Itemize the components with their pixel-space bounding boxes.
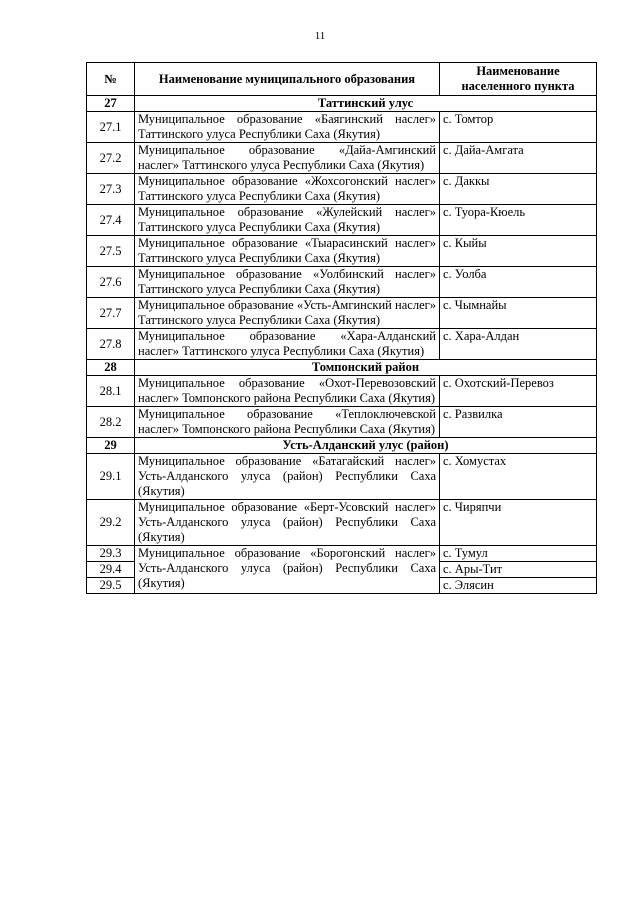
group-title: Усть-Алданский улус (район) [135, 438, 597, 454]
row-settlement: с. Уолба [440, 267, 597, 298]
row-municipality: Муниципальное образование «Жулейский наслег» Таттинского улуса Республики Саха (Якутия) [135, 205, 440, 236]
table-header-row [87, 63, 597, 96]
table-row [87, 112, 597, 143]
group-row [87, 438, 597, 454]
table-row [87, 407, 597, 438]
table-row [87, 454, 597, 500]
table-row [87, 546, 597, 562]
header-num: № [87, 63, 135, 96]
table-row [87, 500, 597, 546]
row-num: 27.4 [87, 205, 135, 236]
row-municipality: Муниципальное образование «Усть-Амгинский наслег» Таттинского улуса Республики Саха (Якутия) [135, 298, 440, 329]
row-num: 29.5 [87, 578, 135, 594]
row-municipality: Муниципальное образование «Охот-Перевозовский наслег» Томпонского района Республики Саха (Якутия) [135, 376, 440, 407]
row-municipality: Муниципальное образование «Борогонский наслег» Усть-Алданского улуса (район) Республики Саха (Якутия) [135, 546, 440, 594]
row-settlement: с. Чиряпчи [440, 500, 597, 546]
row-settlement: с. Даккы [440, 174, 597, 205]
row-num: 29.1 [87, 454, 135, 500]
group-title: Таттинский улус [135, 96, 597, 112]
row-num: 28.2 [87, 407, 135, 438]
group-num: 28 [87, 360, 135, 376]
row-settlement: с. Ары-Тит [440, 562, 597, 578]
table-row [87, 267, 597, 298]
row-settlement: с. Хомустах [440, 454, 597, 500]
table-row [87, 298, 597, 329]
table-row [87, 329, 597, 360]
group-row [87, 360, 597, 376]
row-num: 27.5 [87, 236, 135, 267]
row-municipality: Муниципальное образование «Батагайский наслег» Усть-Алданского улуса (район) Республики Саха (Якутия) [135, 454, 440, 500]
row-municipality: Муниципальное образование «Дайа-Амгинский наслег» Таттинского улуса Республики Саха (Якутия) [135, 143, 440, 174]
row-num: 29.3 [87, 546, 135, 562]
row-municipality: Муниципальное образование «Баягинский наслег» Таттинского улуса Республики Саха (Якутия) [135, 112, 440, 143]
table-row [87, 143, 597, 174]
table-body [87, 96, 597, 594]
header-municipality: Наименование муниципального образования [135, 63, 440, 96]
row-num: 27.2 [87, 143, 135, 174]
row-settlement: с. Туора-Кюель [440, 205, 597, 236]
row-num: 29.4 [87, 562, 135, 578]
table-row [87, 376, 597, 407]
table-row [87, 174, 597, 205]
group-num: 29 [87, 438, 135, 454]
row-num: 27.3 [87, 174, 135, 205]
row-num: 27.7 [87, 298, 135, 329]
row-settlement: с. Томтор [440, 112, 597, 143]
row-settlement: с. Чымнайы [440, 298, 597, 329]
row-municipality: Муниципальное образование «Теплоключевской наслег» Томпонского района Республики Саха (Якутия) [135, 407, 440, 438]
page-number: 11 [314, 30, 326, 42]
row-num: 29.2 [87, 500, 135, 546]
group-num: 27 [87, 96, 135, 112]
group-row [87, 96, 597, 112]
row-municipality: Муниципальное образование «Жохсогонский наслег» Таттинского улуса Республики Саха (Якутия) [135, 174, 440, 205]
row-settlement: с. Элясин [440, 578, 597, 594]
group-title: Томпонский район [135, 360, 597, 376]
row-settlement: с. Кыйы [440, 236, 597, 267]
row-settlement: с. Развилка [440, 407, 597, 438]
row-municipality: Муниципальное образование «Уолбинский наслег» Таттинского улуса Республики Саха (Якутия) [135, 267, 440, 298]
row-num: 27.8 [87, 329, 135, 360]
row-num: 27.6 [87, 267, 135, 298]
row-settlement: с. Тумул [440, 546, 597, 562]
header-settlement: Наименование населенного пункта [440, 63, 597, 96]
row-municipality: Муниципальное образование «Берт-Усовский наслег» Усть-Алданского улуса (район) Республики Саха (Якутия) [135, 500, 440, 546]
table-row [87, 205, 597, 236]
row-num: 28.1 [87, 376, 135, 407]
row-settlement: с. Дайа-Амгата [440, 143, 597, 174]
row-num: 27.1 [87, 112, 135, 143]
row-municipality: Муниципальное образование «Тыарасинский наслег» Таттинского улуса Республики Саха (Якутия) [135, 236, 440, 267]
table-row [87, 236, 597, 267]
municipality-table [86, 62, 597, 594]
row-settlement: с. Хара-Алдан [440, 329, 597, 360]
row-settlement: с. Охотский-Перевоз [440, 376, 597, 407]
row-municipality: Муниципальное образование «Хара-Алданский наслег» Таттинского улуса Республики Саха (Якутия) [135, 329, 440, 360]
